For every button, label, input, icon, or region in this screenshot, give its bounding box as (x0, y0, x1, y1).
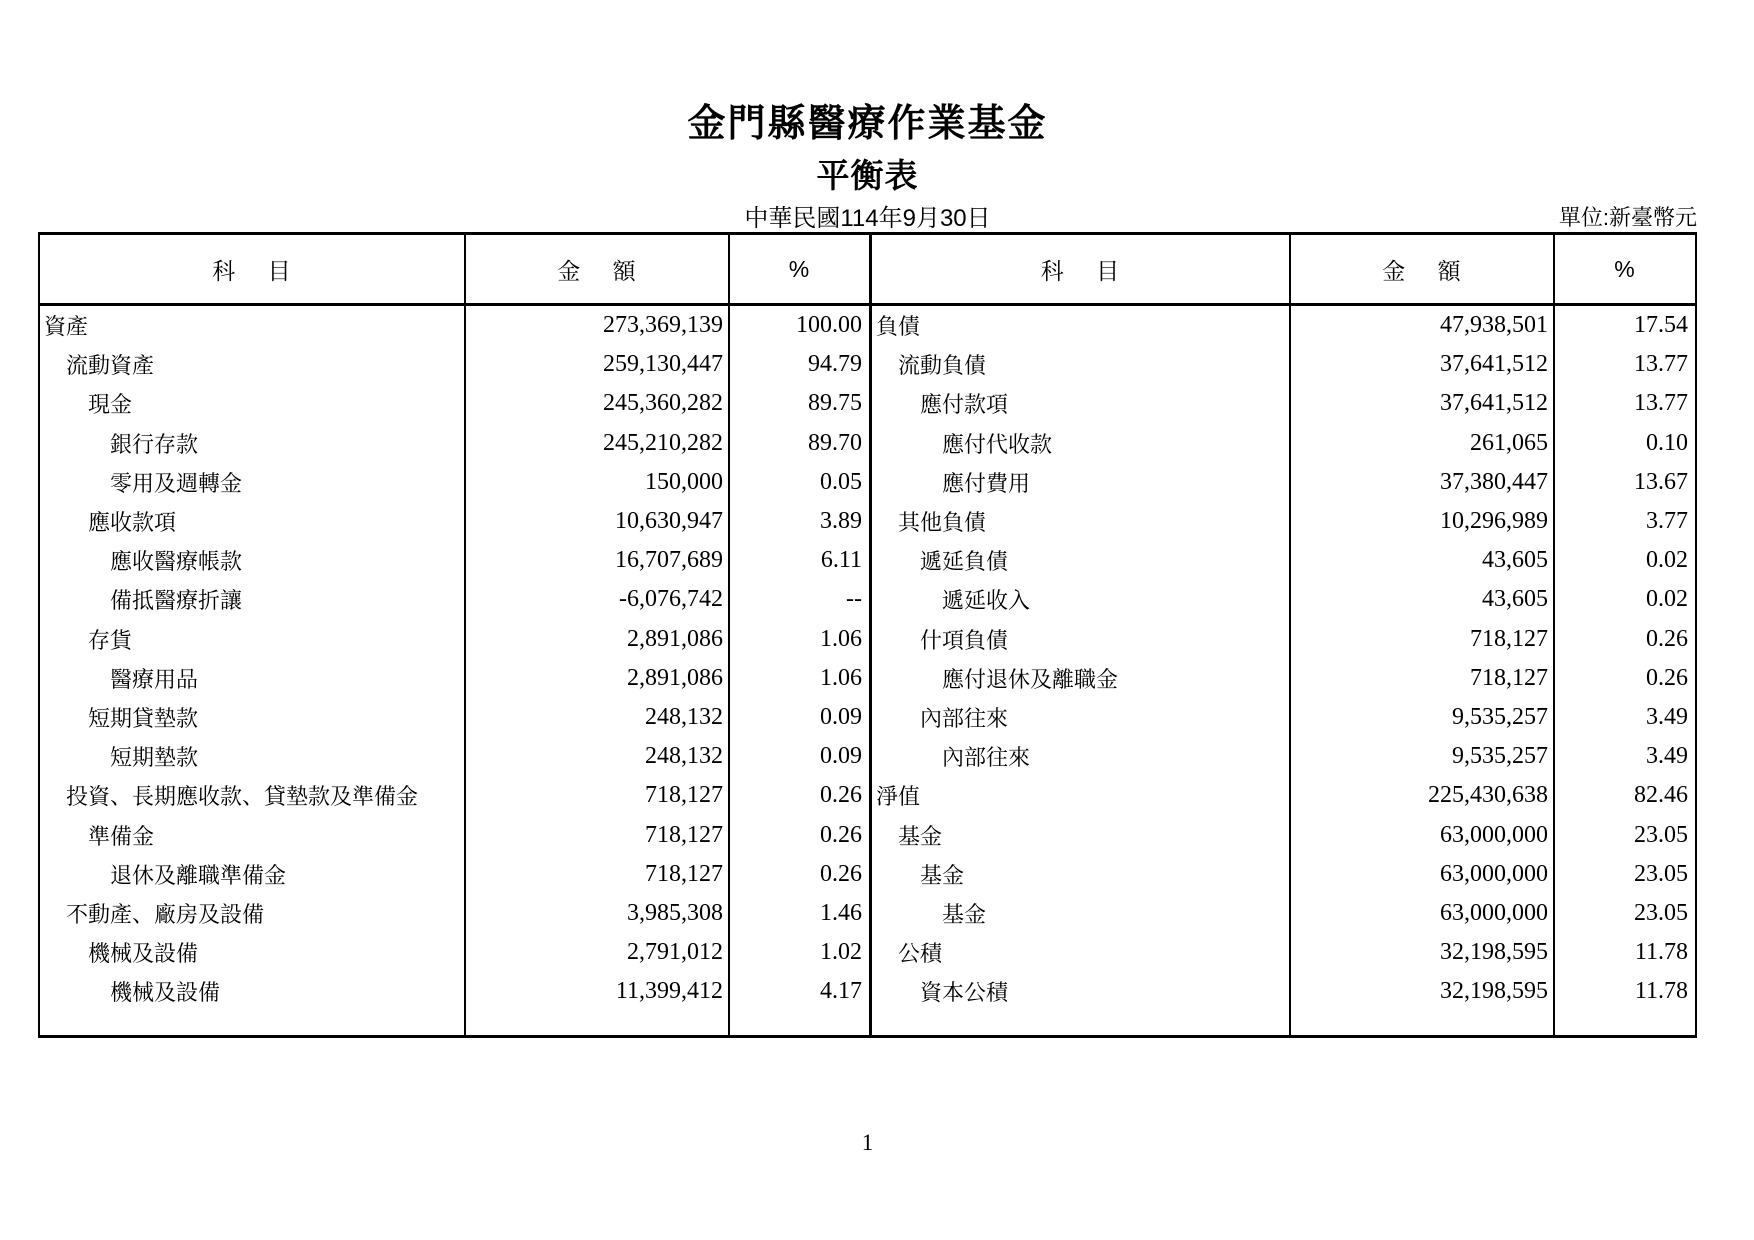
percent-cell-left: 4.17 (730, 972, 872, 1011)
percent-cell-left: 6.11 (730, 541, 872, 580)
percent-cell-right: 11.78 (1634, 939, 1688, 966)
percent-cell-left: 100.00 (730, 306, 872, 345)
amount-cell-right: 718,127 (1291, 620, 1555, 659)
percent-cell-right: 23.05 (1634, 860, 1688, 887)
percent-cell-left: 0.26 (730, 855, 872, 894)
account-cell-left: 銀行存款 (40, 424, 466, 463)
percent-cell-left: 1.06 (730, 659, 872, 698)
amount-cell-left: 248,132 (466, 698, 730, 737)
filler-cell (466, 1011, 730, 1035)
amount-cell-left: 273,369,139 (466, 306, 730, 345)
account-cell-right: 應付款項 (872, 384, 1291, 423)
percent-cell-left: 0.09 (730, 737, 872, 776)
amount-cell-right: 37,641,512 (1291, 345, 1555, 384)
account-cell-left: 不動產、廠房及設備 (40, 894, 466, 933)
filler-cell (872, 1011, 1291, 1035)
percent-cell-right: 0.02 (1646, 586, 1688, 613)
amount-cell-right: 47,938,501 (1291, 306, 1555, 345)
percent-cell-right: 13.67 (1634, 468, 1688, 495)
percent-cell-right: 0.26 (1646, 664, 1688, 691)
amount-cell-left: 3,985,308 (466, 894, 730, 933)
percent-cell-left: 1.02 (730, 933, 872, 972)
percent-cell-right: 23.05 (1634, 821, 1688, 848)
report-date: 中華民國114年9月30日 (744, 205, 991, 232)
account-cell-right: 應付費用 (872, 463, 1291, 502)
account-cell-left: 退休及離職準備金 (40, 855, 466, 894)
percent-cell-left: 94.79 (730, 345, 872, 384)
amount-cell-left: 248,132 (466, 737, 730, 776)
account-cell-left: 應收醫療帳款 (40, 541, 466, 580)
account-cell-right: 資本公積 (872, 972, 1291, 1011)
amount-cell-left: 2,891,086 (466, 620, 730, 659)
percent-cell-left: 3.89 (730, 502, 872, 541)
percent-cell-left: 0.26 (730, 776, 872, 815)
header-amount-right: 金 額 (1291, 235, 1555, 306)
percent-cell-right: 3.77 (1646, 508, 1688, 535)
amount-cell-right: 32,198,595 (1291, 933, 1555, 972)
amount-cell-right: 261,065 (1291, 424, 1555, 463)
filler-cell (1555, 1011, 1695, 1035)
percent-cell-right: 13.77 (1634, 351, 1688, 378)
amount-cell-left: 259,130,447 (466, 345, 730, 384)
account-cell-left: 零用及週轉金 (40, 463, 466, 502)
amount-cell-right: 43,605 (1291, 541, 1555, 580)
account-cell-right: 什項負債 (872, 620, 1291, 659)
account-cell-right: 應付退休及離職金 (872, 659, 1291, 698)
percent-cell-left: 0.26 (730, 815, 872, 854)
amount-cell-right: 32,198,595 (1291, 972, 1555, 1011)
account-cell-left: 存貨 (40, 620, 466, 659)
percent-cell-left: 0.09 (730, 698, 872, 737)
percent-cell-left: 0.05 (730, 463, 872, 502)
percent-cell-left: 89.75 (730, 384, 872, 423)
account-cell-right: 淨值 (872, 776, 1291, 815)
amount-cell-left: 16,707,689 (466, 541, 730, 580)
currency-unit-label: 單位:新臺幣元 (1558, 205, 1697, 230)
account-cell-right: 負債 (872, 306, 1291, 345)
account-cell-right: 流動負債 (872, 345, 1291, 384)
percent-cell-right: 23.05 (1634, 899, 1688, 926)
balance-sheet-table (38, 232, 1697, 1038)
amount-cell-left: 2,791,012 (466, 933, 730, 972)
percent-cell-right: 0.26 (1646, 625, 1688, 652)
amount-cell-left: 245,210,282 (466, 424, 730, 463)
amount-cell-left: 11,399,412 (466, 972, 730, 1011)
percent-cell-left: -- (730, 580, 872, 619)
page-number: 1 (861, 1130, 874, 1155)
header-percent-right: % (1555, 235, 1695, 306)
account-cell-left: 現金 (40, 384, 466, 423)
percent-cell-right: 0.02 (1646, 547, 1688, 574)
amount-cell-right: 10,296,989 (1291, 502, 1555, 541)
percent-cell-right: 0.10 (1646, 429, 1688, 456)
percent-cell-left: 1.06 (730, 620, 872, 659)
amount-cell-right: 9,535,257 (1291, 737, 1555, 776)
header-account-left: 科 目 (40, 235, 466, 306)
percent-cell-right: 82.46 (1634, 782, 1688, 809)
header-amount-left: 金 額 (466, 235, 730, 306)
account-cell-right: 基金 (872, 894, 1291, 933)
account-cell-left: 短期墊款 (40, 737, 466, 776)
account-cell-right: 公積 (872, 933, 1291, 972)
amount-cell-right: 63,000,000 (1291, 855, 1555, 894)
percent-cell-left: 1.46 (730, 894, 872, 933)
account-cell-left: 資產 (40, 306, 466, 345)
account-cell-left: 應收款項 (40, 502, 466, 541)
filler-cell (1291, 1011, 1555, 1035)
amount-cell-right: 718,127 (1291, 659, 1555, 698)
account-cell-right: 遞延收入 (872, 580, 1291, 619)
account-cell-left: 機械及設備 (40, 972, 466, 1011)
amount-cell-right: 225,430,638 (1291, 776, 1555, 815)
report-subtitle: 平衡表 (816, 157, 919, 194)
account-cell-right: 其他負債 (872, 502, 1291, 541)
header-account-right: 科 目 (872, 235, 1291, 306)
percent-cell-right: 11.78 (1634, 978, 1688, 1005)
filler-cell (40, 1011, 466, 1035)
account-cell-left: 流動資產 (40, 345, 466, 384)
amount-cell-left: -6,076,742 (466, 580, 730, 619)
account-cell-right: 遞延負債 (872, 541, 1291, 580)
amount-cell-right: 43,605 (1291, 580, 1555, 619)
percent-cell-right: 17.54 (1634, 312, 1688, 339)
account-cell-left: 機械及設備 (40, 933, 466, 972)
percent-cell-right: 13.77 (1634, 390, 1688, 417)
account-cell-left: 短期貸墊款 (40, 698, 466, 737)
amount-cell-left: 2,891,086 (466, 659, 730, 698)
percent-cell-left: 89.70 (730, 424, 872, 463)
account-cell-right: 應付代收款 (872, 424, 1291, 463)
account-cell-right: 內部往來 (872, 698, 1291, 737)
amount-cell-left: 150,000 (466, 463, 730, 502)
account-cell-left: 投資、長期應收款、貸墊款及準備金 (40, 776, 466, 815)
account-cell-right: 內部往來 (872, 737, 1291, 776)
amount-cell-left: 718,127 (466, 776, 730, 815)
amount-cell-right: 63,000,000 (1291, 815, 1555, 854)
account-cell-right: 基金 (872, 815, 1291, 854)
header-percent-left: % (730, 235, 872, 306)
amount-cell-left: 718,127 (466, 815, 730, 854)
page-title: 金門縣醫療作業基金 (687, 103, 1048, 145)
amount-cell-left: 245,360,282 (466, 384, 730, 423)
amount-cell-right: 37,641,512 (1291, 384, 1555, 423)
amount-cell-right: 9,535,257 (1291, 698, 1555, 737)
amount-cell-left: 10,630,947 (466, 502, 730, 541)
percent-cell-right: 3.49 (1646, 743, 1688, 770)
amount-cell-right: 37,380,447 (1291, 463, 1555, 502)
filler-cell (730, 1011, 872, 1035)
account-cell-right: 基金 (872, 855, 1291, 894)
account-cell-left: 醫療用品 (40, 659, 466, 698)
account-cell-left: 準備金 (40, 815, 466, 854)
amount-cell-right: 63,000,000 (1291, 894, 1555, 933)
amount-cell-left: 718,127 (466, 855, 730, 894)
account-cell-left: 備抵醫療折讓 (40, 580, 466, 619)
percent-cell-right: 3.49 (1646, 703, 1688, 730)
